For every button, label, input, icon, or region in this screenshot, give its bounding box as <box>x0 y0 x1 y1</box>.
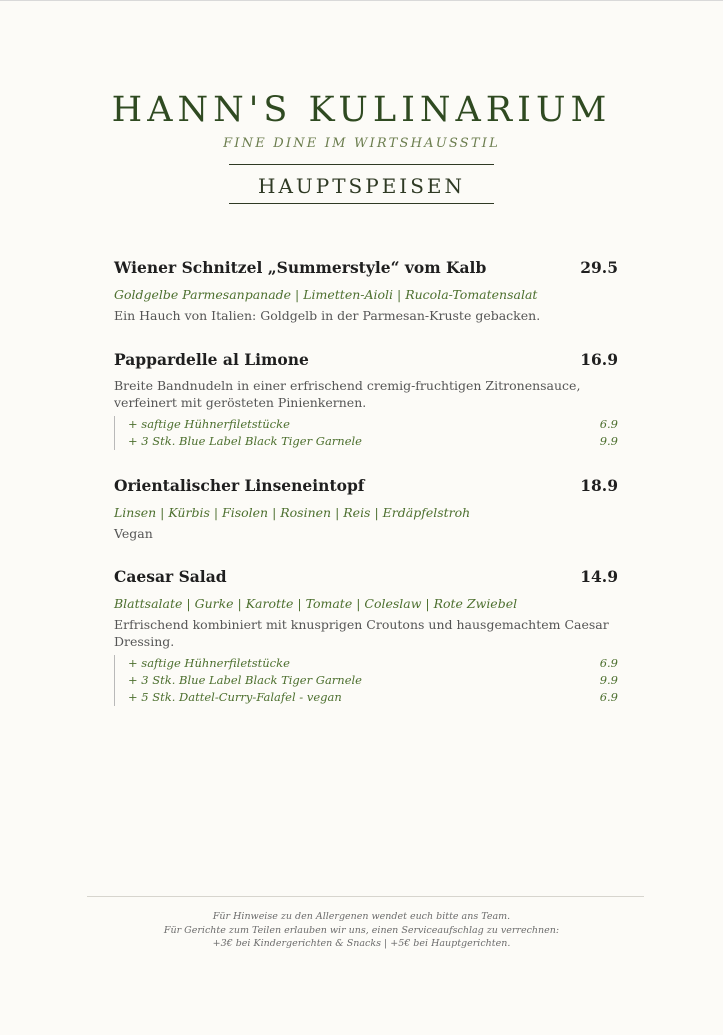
footer-divider <box>87 896 644 897</box>
addon-list <box>114 655 618 706</box>
dish-name: Pappardelle al Limone <box>114 350 309 369</box>
dish-list <box>114 258 618 706</box>
addon-item <box>128 689 618 706</box>
addon-list <box>114 416 618 450</box>
section-title: HAUPTSPEISEN <box>258 174 465 198</box>
addon-label: + 3 Stk. Blue Label Black Tiger Garnele <box>128 673 362 687</box>
dish-price: 18.9 <box>580 476 618 495</box>
addon-label: + saftige Hühnerfiletstücke <box>128 656 290 670</box>
addon-price: 6.9 <box>599 656 618 670</box>
allergen-note: Für Hinweise zu den Allergenen wendet euch bitte ans Team. <box>212 911 511 922</box>
addon-item <box>128 433 618 450</box>
addon-item <box>128 416 618 433</box>
tagline: FINE DINE IM WIRTSHAUSSTIL <box>223 136 500 151</box>
dish-price: 29.5 <box>580 258 618 277</box>
dish-description: Vegan <box>114 526 153 541</box>
dish-item <box>114 476 618 567</box>
dish-item <box>114 567 618 706</box>
menu-header <box>0 88 723 204</box>
addon-price: 6.9 <box>599 690 618 704</box>
dish-price: 16.9 <box>580 350 618 369</box>
section-heading-frame <box>229 164 494 204</box>
dish-description: Breite Bandnudeln in einer erfrischend cremig-fruchtigen Zitronensauce, verfeinert mit gerösteten Pinienkernen. <box>114 378 581 410</box>
dish-description: Ein Hauch von Italien: Goldgelb in der Parmesan-Kruste gebacken. <box>114 308 541 323</box>
restaurant-name: HANN'S KULINARIUM <box>111 90 612 130</box>
dish-description: Erfrischend kombiniert mit knusprigen Croutons und hausgemachtem Caesar Dressing. <box>114 617 609 649</box>
dish-components: Linsen | Kürbis | Fisolen | Rosinen | Reis | Erdäpfelstroh <box>114 505 471 520</box>
dish-name: Wiener Schnitzel „Summerstyle“ vom Kalb <box>114 258 487 277</box>
addon-label: + 3 Stk. Blue Label Black Tiger Garnele <box>128 434 362 448</box>
dish-header <box>114 567 618 591</box>
dish-header <box>114 258 618 282</box>
dish-header <box>114 350 618 374</box>
dish-name: Orientalischer Linseneintopf <box>114 476 365 495</box>
addon-price: 9.9 <box>599 673 618 687</box>
addon-item <box>128 672 618 689</box>
dish-price: 14.9 <box>580 567 618 586</box>
service-charge-details: +3€ bei Kindergerichten & Snacks | +5€ bei Hauptgerichten. <box>212 938 511 949</box>
service-charge-note: Für Gerichte zum Teilen erlauben wir uns, einen Serviceaufschlag zu verrechnen: <box>163 924 560 936</box>
addon-label: + saftige Hühnerfiletstücke <box>128 417 290 431</box>
dish-name: Caesar Salad <box>114 567 227 586</box>
top-divider <box>0 0 723 1</box>
addon-price: 9.9 <box>599 434 618 448</box>
footer-notes <box>0 910 723 951</box>
dish-item <box>114 258 618 350</box>
dish-header <box>114 476 618 500</box>
dish-components: Goldgelbe Parmesanpanade | Limetten-Aioli | Rucola-Tomatensalat <box>114 287 538 302</box>
addon-item <box>128 655 618 672</box>
dish-components: Blattsalate | Gurke | Karotte | Tomate | Coleslaw | Rote Zwiebel <box>114 596 518 611</box>
addon-price: 6.9 <box>599 417 618 431</box>
addon-label: + 5 Stk. Dattel-Curry-Falafel - vegan <box>128 690 342 704</box>
dish-item <box>114 350 618 476</box>
